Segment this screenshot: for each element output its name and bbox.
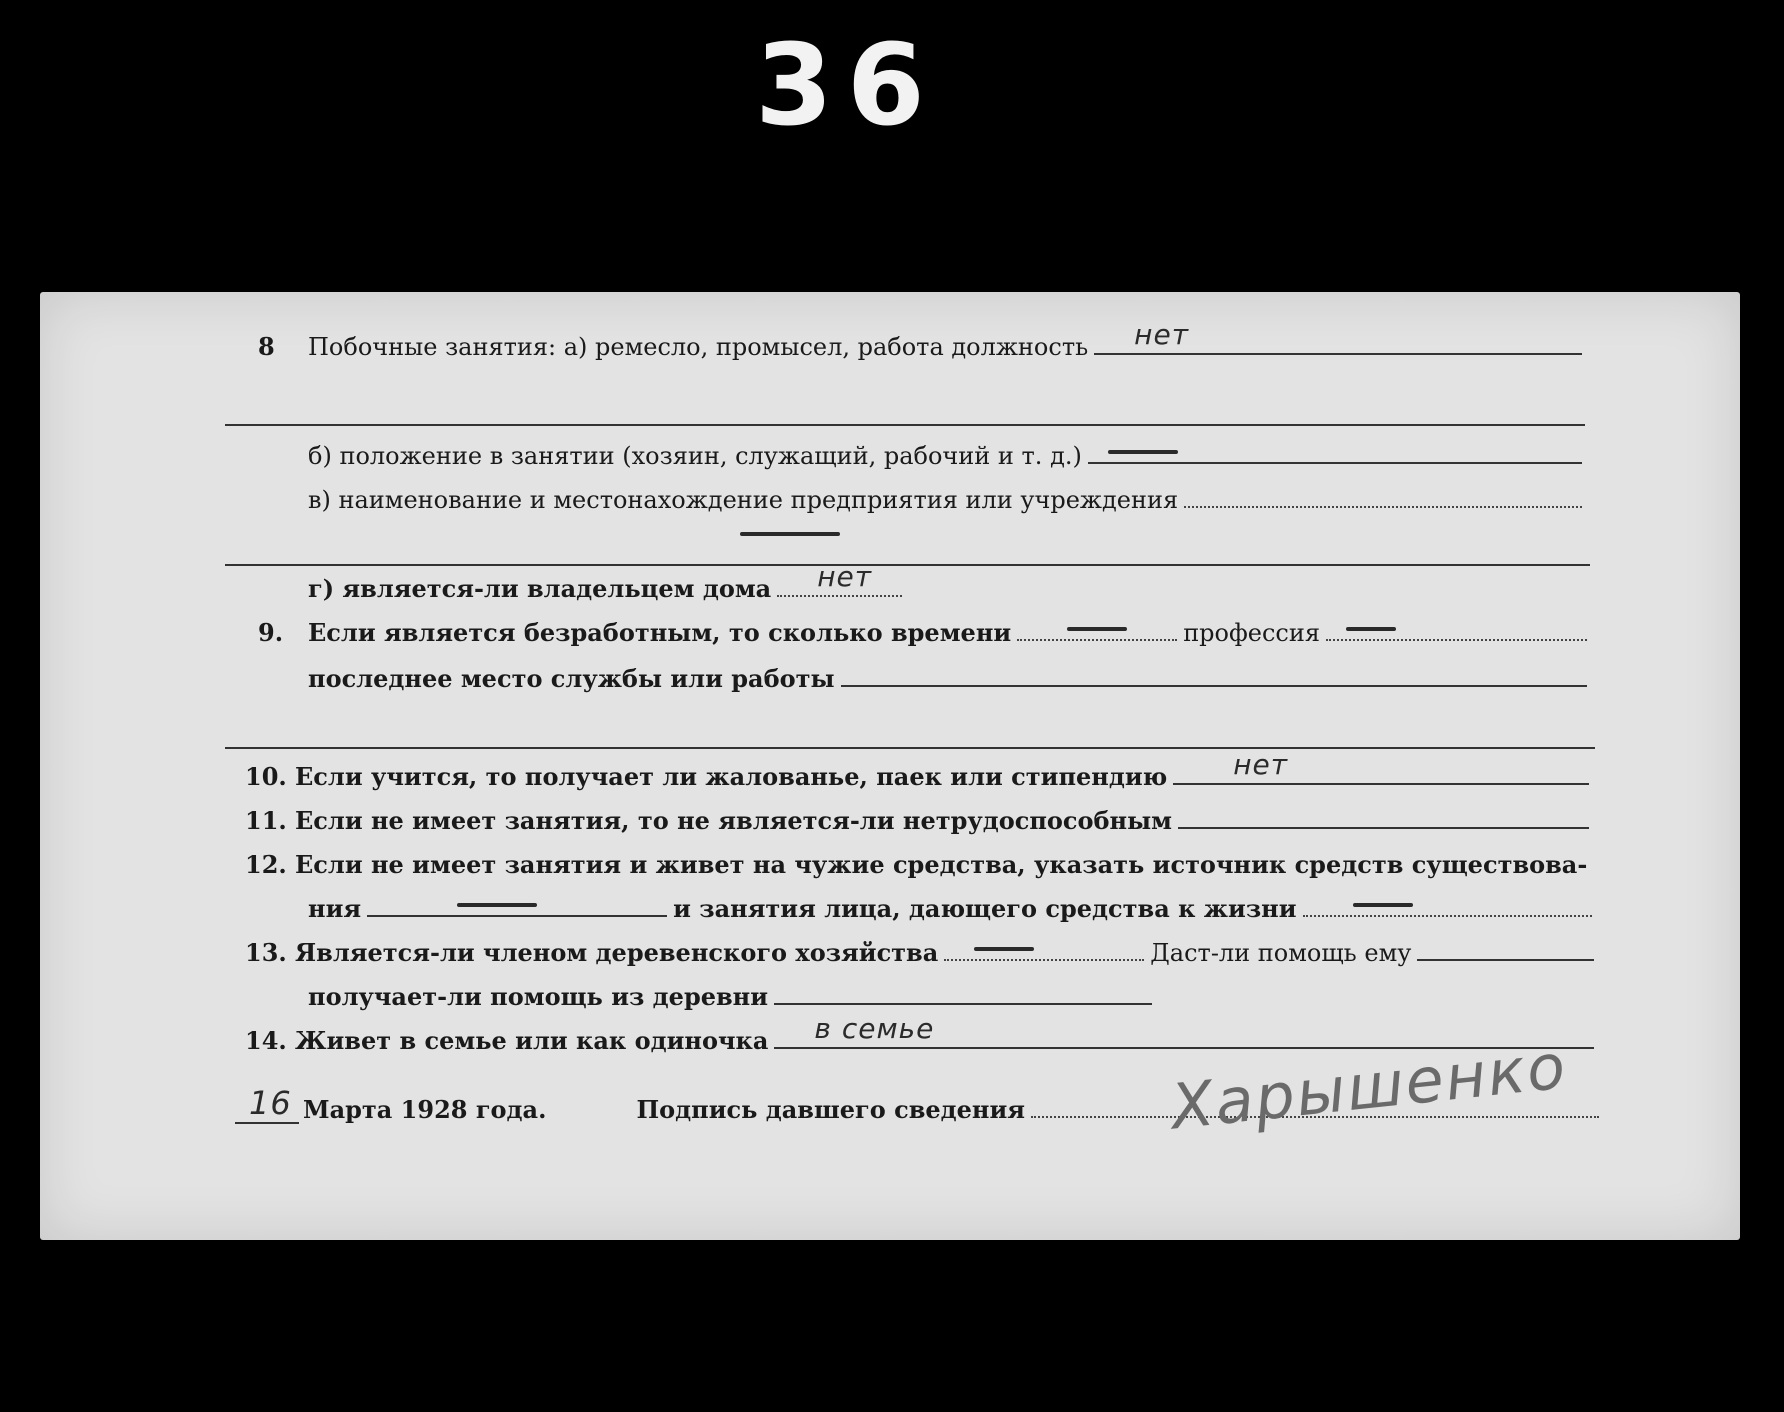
question-13-number: 13. (245, 938, 287, 967)
question-13-dash-mark (974, 947, 1034, 951)
question-10-answer: нет (1233, 748, 1289, 781)
question-14-answer: в семье (814, 1012, 935, 1045)
question-13-label: Является-ли членом деревенского хозяйства (295, 938, 939, 967)
question-9-profession-dash-mark (1346, 627, 1396, 631)
question-8v-continuation-line (225, 564, 1590, 566)
question-8-answer: нет (1134, 318, 1190, 351)
question-9-dash-mark (1067, 627, 1127, 631)
question-12-dash-mark (457, 903, 537, 907)
question-11-label: Если не имеет занятия, то не является-ли нетрудоспособным (295, 806, 1173, 835)
question-12-person-dash-mark (1353, 903, 1413, 907)
question-8-continuation-line (225, 424, 1585, 426)
question-8-number: 8 (258, 332, 275, 361)
question-12-cont-label: ния (308, 894, 362, 923)
question-12-person-line (1303, 913, 1593, 917)
question-8-answer-line (1094, 318, 1582, 355)
question-9-row (258, 618, 1593, 647)
question-9-profession-line (1326, 637, 1587, 641)
question-12-number: 12. (245, 850, 287, 879)
question-8-label: Побочные занятия: а) ремесло, промысел, работа должность (308, 333, 1089, 361)
question-10-number: 10. (245, 762, 287, 791)
question-12-cont-row (308, 894, 1598, 923)
form-sheet (40, 292, 1740, 1240)
question-9-continuation-line (225, 747, 1595, 749)
question-8v-answer-line (1184, 504, 1582, 508)
question-8g-label: г) является-ли владельцем дома (308, 574, 772, 603)
question-13-help-line (1417, 957, 1594, 961)
question-10-answer-line (1173, 748, 1589, 785)
signature: Харышенко (1167, 1029, 1571, 1144)
question-13-cont-row (308, 982, 1158, 1011)
question-8b-dash-mark (1108, 450, 1178, 454)
question-9-label: Если является безработным, то сколько времени (308, 618, 1012, 647)
question-13-help-label: Даст-ли помощь ему (1150, 939, 1412, 967)
question-9-last-line (841, 683, 1587, 687)
question-9-last-label: последнее место службы или работы (308, 664, 835, 693)
question-8b-answer-line (1088, 460, 1582, 464)
question-8g-answer-line (777, 560, 902, 597)
question-9-profession-label: профессия (1183, 619, 1321, 647)
question-13-row (245, 938, 1600, 967)
question-11-row (245, 806, 1595, 835)
question-8v-row (308, 486, 1588, 514)
signature-label: Подпись давшего сведения (636, 1095, 1026, 1124)
question-13-cont-line (774, 1001, 1152, 1005)
question-13-answer-line (944, 957, 1144, 961)
question-8v-dash-mark (740, 532, 840, 536)
question-12-source-line (367, 913, 667, 917)
question-8g-answer: нет (817, 560, 873, 593)
question-10-label: Если учится, то получает ли жалованье, паек или стипендию (295, 762, 1168, 791)
question-8v-label: в) наименование и местонахождение предприятия или учреждения (308, 486, 1179, 514)
question-9-duration-line (1017, 637, 1177, 641)
date-day-line (235, 1084, 299, 1124)
question-12-row (245, 850, 1600, 879)
folio-number: 36 (755, 21, 939, 151)
question-12-person-label: и занятия лица, дающего средства к жизни (673, 894, 1297, 923)
question-9-last-row (308, 664, 1593, 693)
question-14-label: Живет в семье или как одиночка (295, 1026, 769, 1055)
question-12-label: Если не имеет занятия и живет на чужие средства, указать источник средств существова- (295, 850, 1588, 879)
date-day: 16 (249, 1084, 292, 1122)
question-14-number: 14. (245, 1026, 287, 1055)
question-13-cont-label: получает-ли помощь из деревни (308, 982, 769, 1011)
question-11-number: 11. (245, 806, 287, 835)
question-9-number: 9. (258, 618, 284, 647)
question-10-row (245, 748, 1595, 791)
question-8b-label: б) положение в занятии (хозяин, служащий, рабочий и т. д.) (308, 442, 1082, 470)
date-label: Марта 1928 года. (303, 1095, 547, 1124)
question-8g-row (308, 560, 908, 603)
question-11-answer-line (1178, 825, 1589, 829)
question-8-row (258, 318, 1588, 361)
question-8b-row (308, 442, 1588, 470)
questionnaire-form (40, 292, 1740, 1240)
